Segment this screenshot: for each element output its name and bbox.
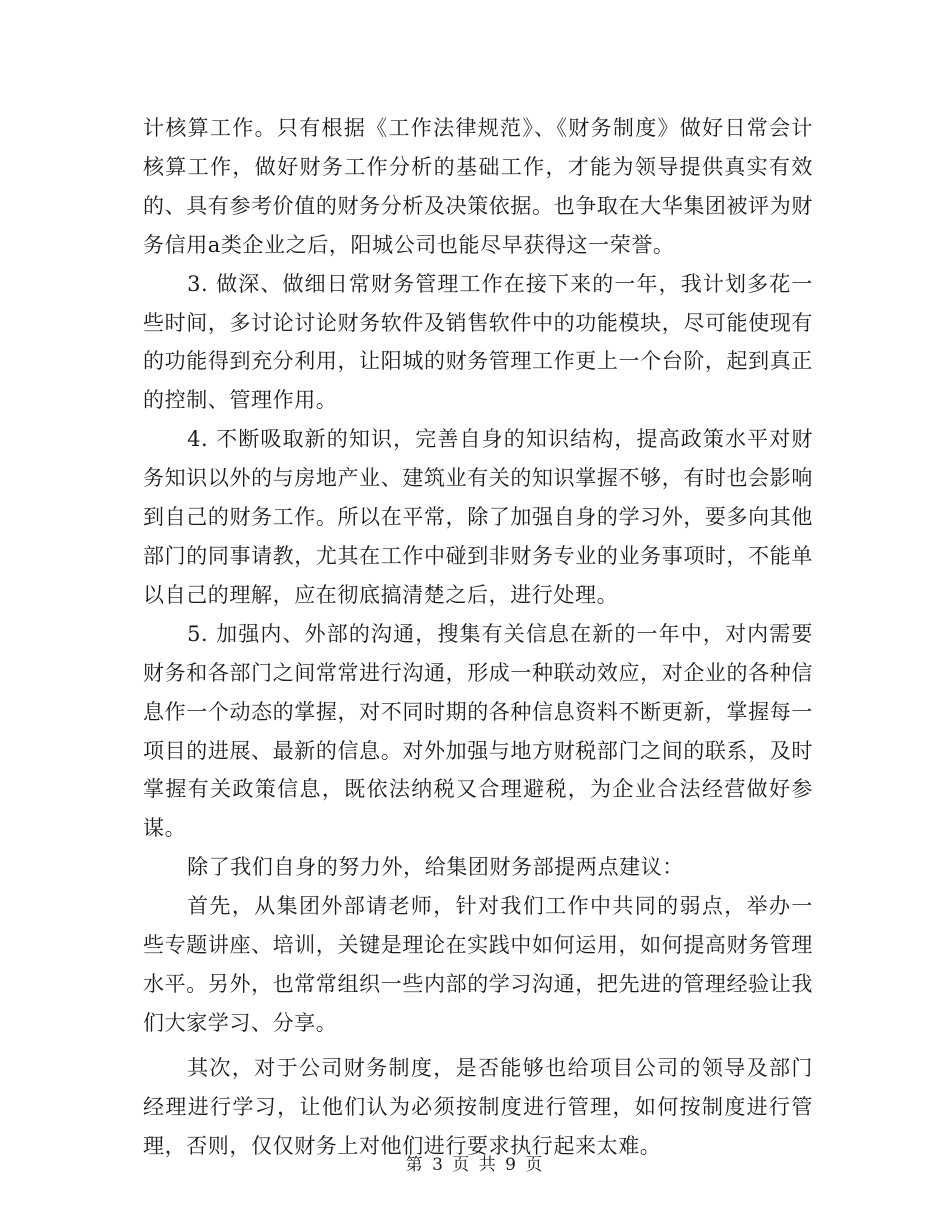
paragraph-continuation: 计核算工作。只有根据《工作法律规范》、《财务制度》做好日常会计核算工作，做好财务工作分析的基础工作，才能为领导提供真实有效的、具有参考价值的财务分析及决策依据。也争取在大华集团被评为财务信用a类企业之后，阳城公司也能尽早获得这一荣誉。	[143, 116, 813, 257]
paragraph-suggestions-intro: 除了我们自身的努力外，给集团财务部提两点建议：	[187, 855, 684, 880]
page-number-footer: 第 3 页 共 9 页	[405, 1155, 545, 1175]
paragraph-suggestion-second: 其次，对于公司财务制度，是否能够也给项目公司的领导及部门经理进行学习，让他们认为必须按制度进行管理，如何按制度进行管理，否则，仅仅财务上对他们进行要求执行起来太难。	[143, 1055, 813, 1158]
paragraph-item-5: 5. 加强内、外部的沟通，搜集有关信息在新的一年中，对内需要财务和各部门之间常常进行沟通，形成一种联动效应，对企业的各种信息作一个动态的掌握，对不同时期的各种信息资料不断更新，掌握每一项目的进展、最新的信息。对外加强与地方财税部门之间的联系，及时掌握有关政策信息，既依法纳税又合理避税，为企业合法经营做好参谋。	[143, 621, 813, 841]
paragraph-item-4: 4. 不断吸取新的知识，完善自身的知识结构，提高政策水平对财务知识以外的与房地产业、建筑业有关的知识掌握不够，有时也会影响到自己的财务工作。所以在平常，除了加强自身的学习外，要多向其他部门的同事请教，尤其在工作中碰到非财务专业的业务事项时，不能单以自己的理解，应在彻底搞清楚之后，进行处理。	[143, 427, 813, 607]
paragraph-suggestion-first: 首先，从集团外部请老师，针对我们工作中共同的弱点，举办一些专题讲座、培训，关键是理论在实践中如何运用，如何提高财务管理水平。另外，也常常组织一些内部的学习沟通，把先进的管理经验让我们大家学习、分享。	[143, 894, 813, 1035]
document-body	[143, 109, 813, 1165]
paragraph-item-3: 3. 做深、做细日常财务管理工作在接下来的一年，我计划多花一些时间，多讨论讨论财务软件及销售软件中的功能模块，尽可能使现有的功能得到充分利用，让阳城的财务管理工作更上一个台阶，起到真正的控制、管理作用。	[143, 271, 813, 413]
